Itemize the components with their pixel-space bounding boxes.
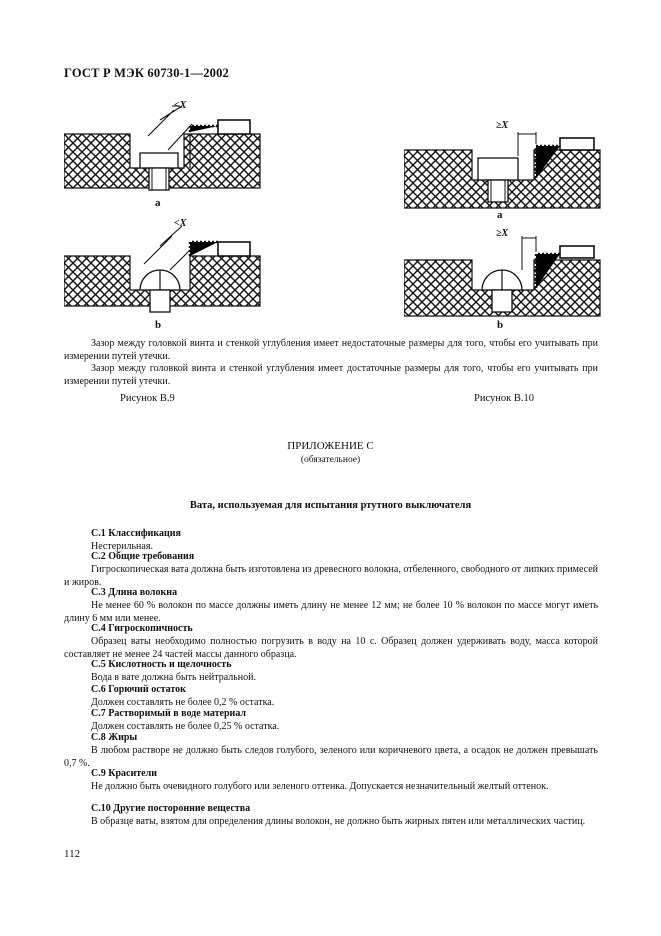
section-title: Вата, используемая для испытания ртутного выключателя — [189, 500, 472, 511]
item-heading: С.6 Горючий остаток — [91, 684, 186, 695]
item-text: Не менее 60 % волокон по массе должны иметь длину не менее 12 мм; не более 10 % волокон по массе могут иметь длину 6 мм или менее. — [64, 600, 598, 624]
item-heading: С.2 Общие требования — [91, 551, 195, 562]
page-number: 112 — [64, 848, 81, 860]
item-heading: С.3 Длина волокна — [91, 587, 178, 598]
figure-b10-a-label: a — [497, 209, 503, 221]
figure-b9-caption: Рисунок В.9 — [120, 393, 175, 404]
item-heading: С.1 Классификация — [91, 528, 181, 539]
item-heading: С.4 Гигроскопичность — [91, 623, 193, 634]
item-text: Нестерильная. — [91, 541, 153, 552]
item-heading: С.10 Другие посторонние вещества — [91, 803, 251, 814]
item-heading: С.9 Красители — [91, 768, 157, 779]
item-heading: С.8 Жиры — [91, 732, 138, 743]
figure-b9-a-drawing — [64, 98, 264, 218]
figure-b9-b-dimension: <X — [174, 218, 187, 229]
figure-b10-b-label: b — [497, 319, 504, 331]
item-text: Должен составлять не более 0,2 % остатка. — [91, 697, 275, 708]
item-heading: С.7 Растворимый в воде материал — [91, 708, 247, 719]
document-header: ГОСТ Р МЭК 60730-1—2002 — [64, 66, 229, 80]
figure-b9-a-label: a — [155, 197, 161, 209]
figure-b10-caption: Рисунок В.10 — [474, 393, 534, 404]
item-text: В любом растворе не должно быть следов голубого, зеленого или коричневого цвета, а осадок не должен превышать 0,7 %. — [64, 745, 598, 769]
appendix-subtitle: (обязательное) — [300, 455, 361, 465]
figure-b9-a-dimension: <X — [174, 100, 187, 111]
item-text: В образце ваты, взятом для определения длины волокон, не должно быть жирных пятен или металлических частиц. — [91, 816, 586, 827]
item-text: Образец ваты необходимо полностью погрузить в воду на 10 с. Образец должен удерживать воду, масса которой составляет не менее 24 частей массы данного образца. — [64, 636, 598, 660]
figure-b10-a-dimension: ≥X — [496, 120, 509, 131]
item-heading: С.5 Кислотность и щелочность — [91, 659, 232, 670]
item-text: Вода в вате должна быть нейтральной. — [91, 672, 257, 683]
item-text: Должен составлять не более 0,25 % остатка. — [91, 721, 280, 732]
figure-b10-b-dimension: ≥X — [496, 228, 509, 239]
item-text: Не должно быть очевидного голубого или зеленого оттенка. Допускается незначительный желтый оттенок. — [91, 781, 549, 792]
figure-note-2: Зазор между головкой винта и стенкой углубления имеет достаточные размеры для того, чтобы его учитывать при измерении путей утечки. — [64, 363, 598, 387]
figure-note-1: Зазор между головкой винта и стенкой углубления имеет недостаточные размеры для того, чтобы его учитывать при измерении путей утечки. — [64, 338, 598, 362]
figure-b10-a-drawing — [404, 120, 604, 215]
figure-b10-b-drawing — [404, 230, 604, 322]
figure-b9-b-drawing — [64, 218, 264, 328]
item-text: Гигроскопическая вата должна быть изготовлена из древесного волокна, отбеленного, свободного от липких примесей и жиров. — [64, 564, 598, 588]
appendix-title: ПРИЛОЖЕНИЕ С — [287, 440, 374, 452]
figure-b9-b-label: b — [155, 319, 162, 331]
